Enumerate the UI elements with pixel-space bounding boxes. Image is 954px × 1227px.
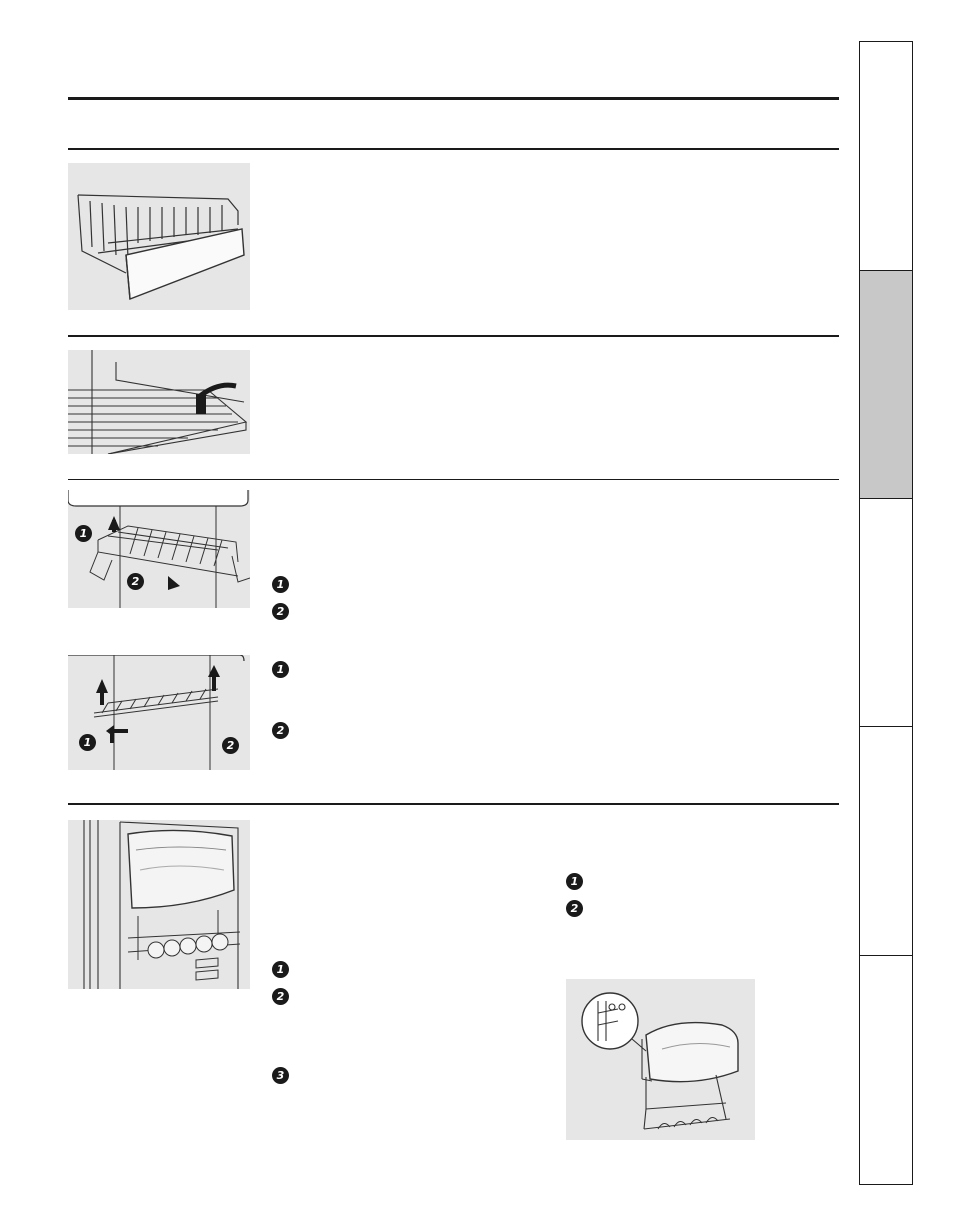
section-rule-1 — [68, 148, 839, 150]
side-tab-2[interactable] — [860, 271, 912, 499]
side-tab-strip — [859, 41, 913, 1185]
door-can-rack-drawing — [68, 820, 250, 989]
replace-step-2-badge: 2 — [272, 722, 289, 739]
rack-step-2-badge: 2 — [272, 988, 289, 1005]
rack-step-3-badge: 3 — [272, 1067, 289, 1084]
top-thick-rule — [68, 97, 839, 100]
removal-step-1-badge: 1 — [272, 576, 289, 593]
replace-illustration-step-1-badge: 1 — [79, 734, 96, 751]
rack-step-1-badge: 1 — [272, 961, 289, 978]
can-rack-detail-drawing — [566, 979, 755, 1140]
side-tab-3[interactable] — [860, 499, 912, 727]
rack-right-step-1-badge: 1 — [566, 873, 583, 890]
section-rule-2 — [68, 335, 839, 337]
wire-shelf-drawing — [68, 350, 250, 454]
shelf-removal-illustration — [68, 490, 250, 608]
can-rack-illustration — [68, 820, 250, 989]
side-tab-4[interactable] — [860, 727, 912, 956]
section-rule-4 — [68, 803, 839, 805]
shelf-replace-drawing — [68, 655, 250, 770]
rack-right-step-2-badge: 2 — [566, 900, 583, 917]
illustration-step-1-badge: 1 — [75, 525, 92, 542]
replace-step-1-badge: 1 — [272, 661, 289, 678]
wire-basket-drawing — [68, 163, 250, 310]
shelf-removal-drawing — [68, 490, 250, 608]
freezer-basket-illustration — [68, 163, 250, 310]
side-tab-5[interactable] — [860, 956, 912, 1184]
shelf-replace-illustration — [68, 655, 250, 770]
section-rule-3 — [68, 479, 839, 480]
replace-illustration-step-2-badge: 2 — [222, 737, 239, 754]
can-rack-detail-illustration — [566, 979, 755, 1140]
side-tab-1[interactable] — [860, 42, 912, 271]
removal-step-2-badge: 2 — [272, 603, 289, 620]
shelf-stop-illustration — [68, 350, 250, 454]
illustration-step-2-badge: 2 — [127, 573, 144, 590]
